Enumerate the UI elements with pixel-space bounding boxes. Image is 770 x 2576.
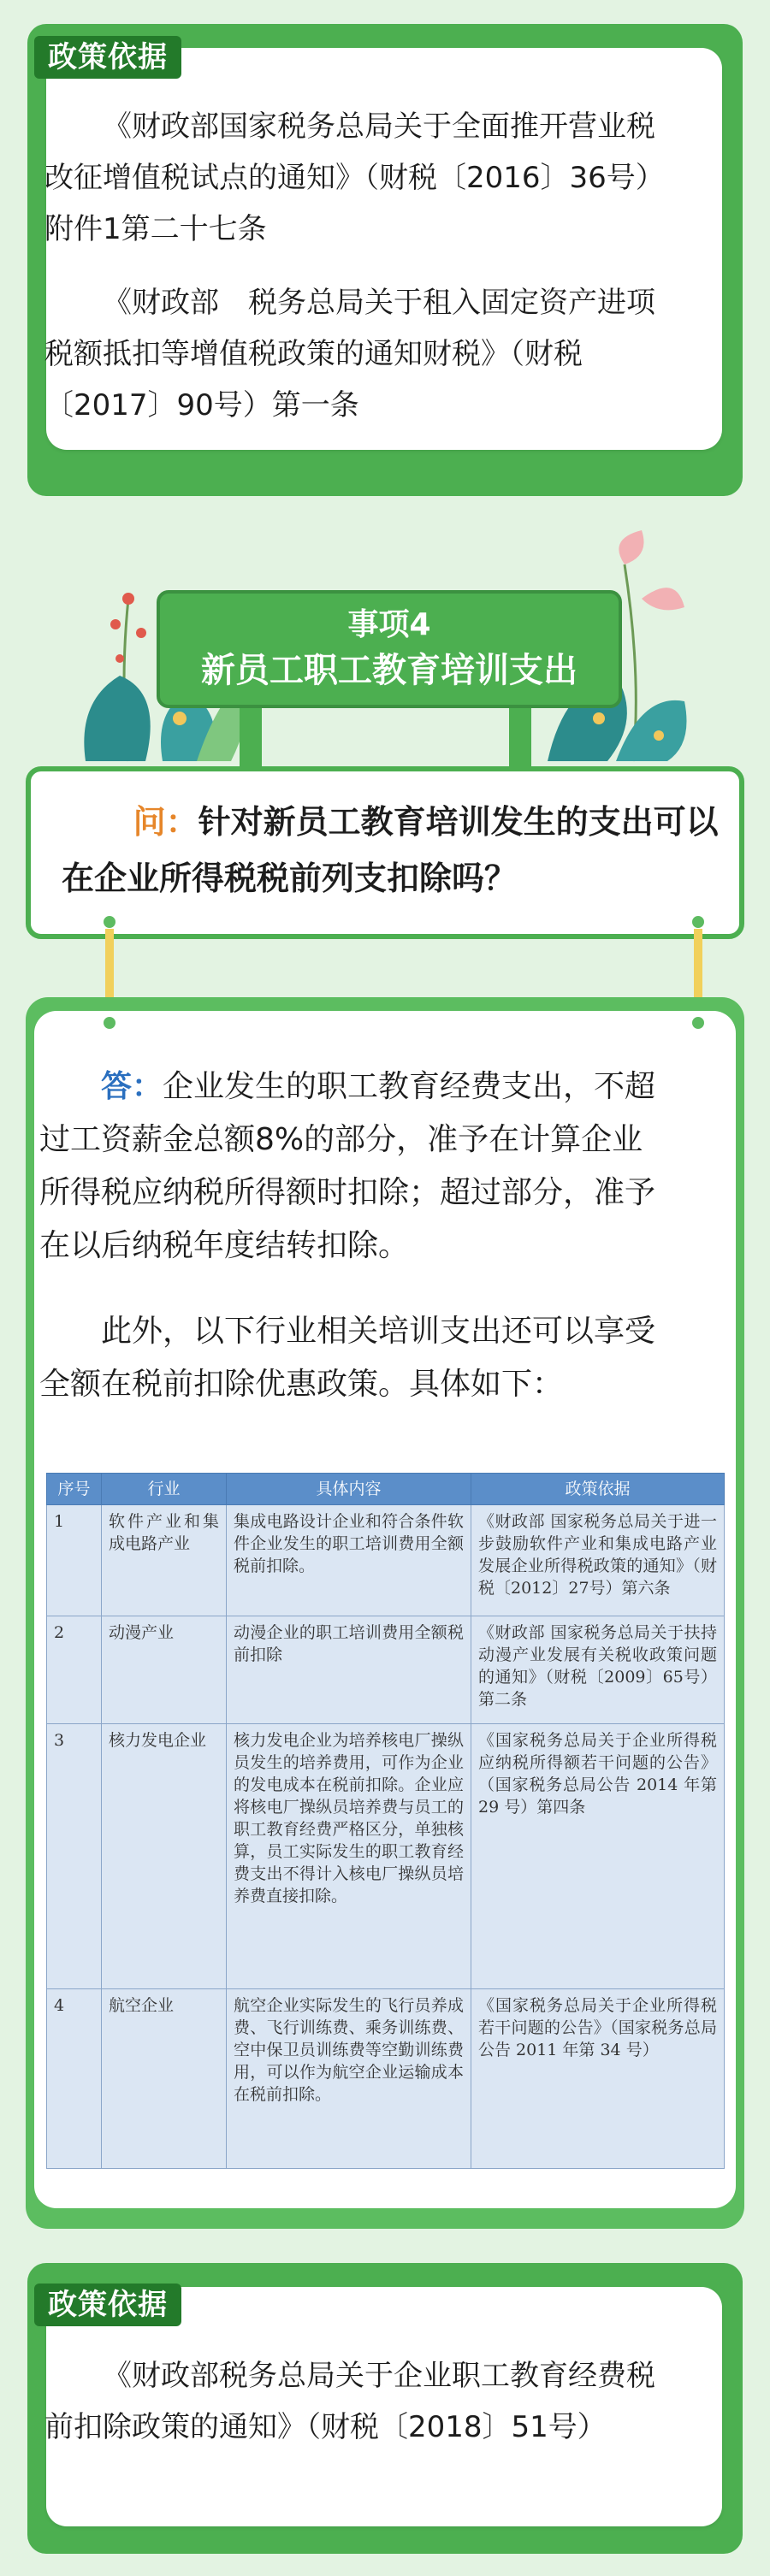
question-text-block xyxy=(62,794,720,907)
policy-basis-tag-top: 政策依据 xyxy=(34,36,181,79)
policy-basis-tag-bottom: 政策依据 xyxy=(34,2284,181,2326)
table-cell-industry: 动漫产业 xyxy=(102,1616,227,1724)
table-header-basis: 政策依据 xyxy=(471,1474,725,1505)
answer-text: 企业发生的职工教育经费支出，不超过工资薪金总额8%的部分，准予在计算企业所得税应纳税所得额时扣除；超过部分，准予在以后纳税年度结转扣除。 xyxy=(39,1069,656,1263)
table-cell-basis: 《国家税务总局关于企业所得税应纳税所得额若干问题的公告》（国家税务总局公告 2014 年第 29 号）第四条 xyxy=(471,1724,725,1989)
item-title: 新员工职工教育培训支出 xyxy=(201,651,578,690)
table-cell-content: 动漫企业的职工培训费用全额税前扣除 xyxy=(227,1616,471,1724)
rope-ring-right-top xyxy=(690,913,707,931)
table-cell-basis: 《国家税务总局关于企业所得税若干问题的公告》（国家税务总局公告 2011 年第 34 号） xyxy=(471,1989,725,2169)
table-header-content: 具体内容 xyxy=(227,1474,471,1505)
table-cell-no: 4 xyxy=(47,1989,102,2169)
table-header-row xyxy=(47,1474,725,1505)
table-cell-no: 1 xyxy=(47,1505,102,1616)
table-cell-industry: 软件产业和集成电路产业 xyxy=(102,1505,227,1616)
table-header-no: 序号 xyxy=(47,1474,102,1505)
table-cell-no: 2 xyxy=(47,1616,102,1724)
policy-basis-item-bottom: 《财政部税务总局关于企业职工教育经费税前扣除政策的通知》（财税〔2018〕51号） xyxy=(44,2359,655,2444)
table-row xyxy=(47,1989,725,2169)
question-text: 针对新员工教育培训发生的支出可以在企业所得税税前列支扣除吗？ xyxy=(62,803,719,897)
table-cell-basis: 《财政部 国家税务总局关于扶持动漫产业发展有关税收政策问题的通知》（财税〔2009〕65号）第二条 xyxy=(471,1616,725,1724)
policy-basis-item-1: 《财政部国家税务总局关于全面推开营业税改征增值税试点的通知》（财税〔2016〕36号）附件1第二十七条 xyxy=(44,109,665,246)
rope-ring-left-bottom xyxy=(101,1014,118,1031)
rope-ring-right-bottom xyxy=(690,1014,707,1031)
table-row xyxy=(47,1616,725,1724)
rope-ring-left-top xyxy=(101,913,118,931)
industry-table xyxy=(46,1473,725,2169)
table-row xyxy=(47,1724,725,1989)
policy-basis-text-top xyxy=(44,101,678,431)
question-box xyxy=(26,766,744,939)
answer-label: 答： xyxy=(101,1069,163,1104)
table-cell-content: 航空企业实际发生的飞行员养成费、飞行训练费、乘务训练费、空中保卫员训练费等空勤训练费用，可以作为航空企业运输成本在税前扣除。 xyxy=(227,1989,471,2169)
item-number: 事项4 xyxy=(347,607,431,642)
table-cell-basis: 《财政部 国家税务总局关于进一步鼓励软件产业和集成电路产业发展企业所得税政策的通知》（财税〔2012〕27号）第六条 xyxy=(471,1505,725,1616)
answer-paragraph-1 xyxy=(39,1061,672,1273)
policy-basis-item-2: 《财政部 税务总局关于租入固定资产进项税额抵扣等增值税政策的通知财税》（财税〔2017〕90号）第一条 xyxy=(44,286,655,422)
table-row xyxy=(47,1505,725,1616)
table-cell-no: 3 xyxy=(47,1724,102,1989)
question-label: 问： xyxy=(133,803,198,841)
answer-paragraph-2: 此外，以下行业相关培训支出还可以享受全额在税前扣除优惠政策。具体如下： xyxy=(39,1314,656,1402)
policy-basis-text-bottom xyxy=(44,2350,678,2453)
item-banner-sign xyxy=(157,590,622,708)
table-cell-industry: 核力发电企业 xyxy=(102,1724,227,1989)
table-cell-content: 集成电路设计企业和符合条件软件企业发生的职工培训费用全额税前扣除。 xyxy=(227,1505,471,1616)
table-header-industry: 行业 xyxy=(102,1474,227,1505)
table-cell-content: 核力发电企业为培养核电厂操纵员发生的培养费用，可作为企业的发电成本在税前扣除。企业应将核电厂操纵员培养费与员工的职工教育经费严格区分，单独核算，员工实际发生的职工教育经费支出不得计入核电厂操纵员培养费直接扣除。 xyxy=(227,1724,471,1989)
table-cell-industry: 航空企业 xyxy=(102,1989,227,2169)
